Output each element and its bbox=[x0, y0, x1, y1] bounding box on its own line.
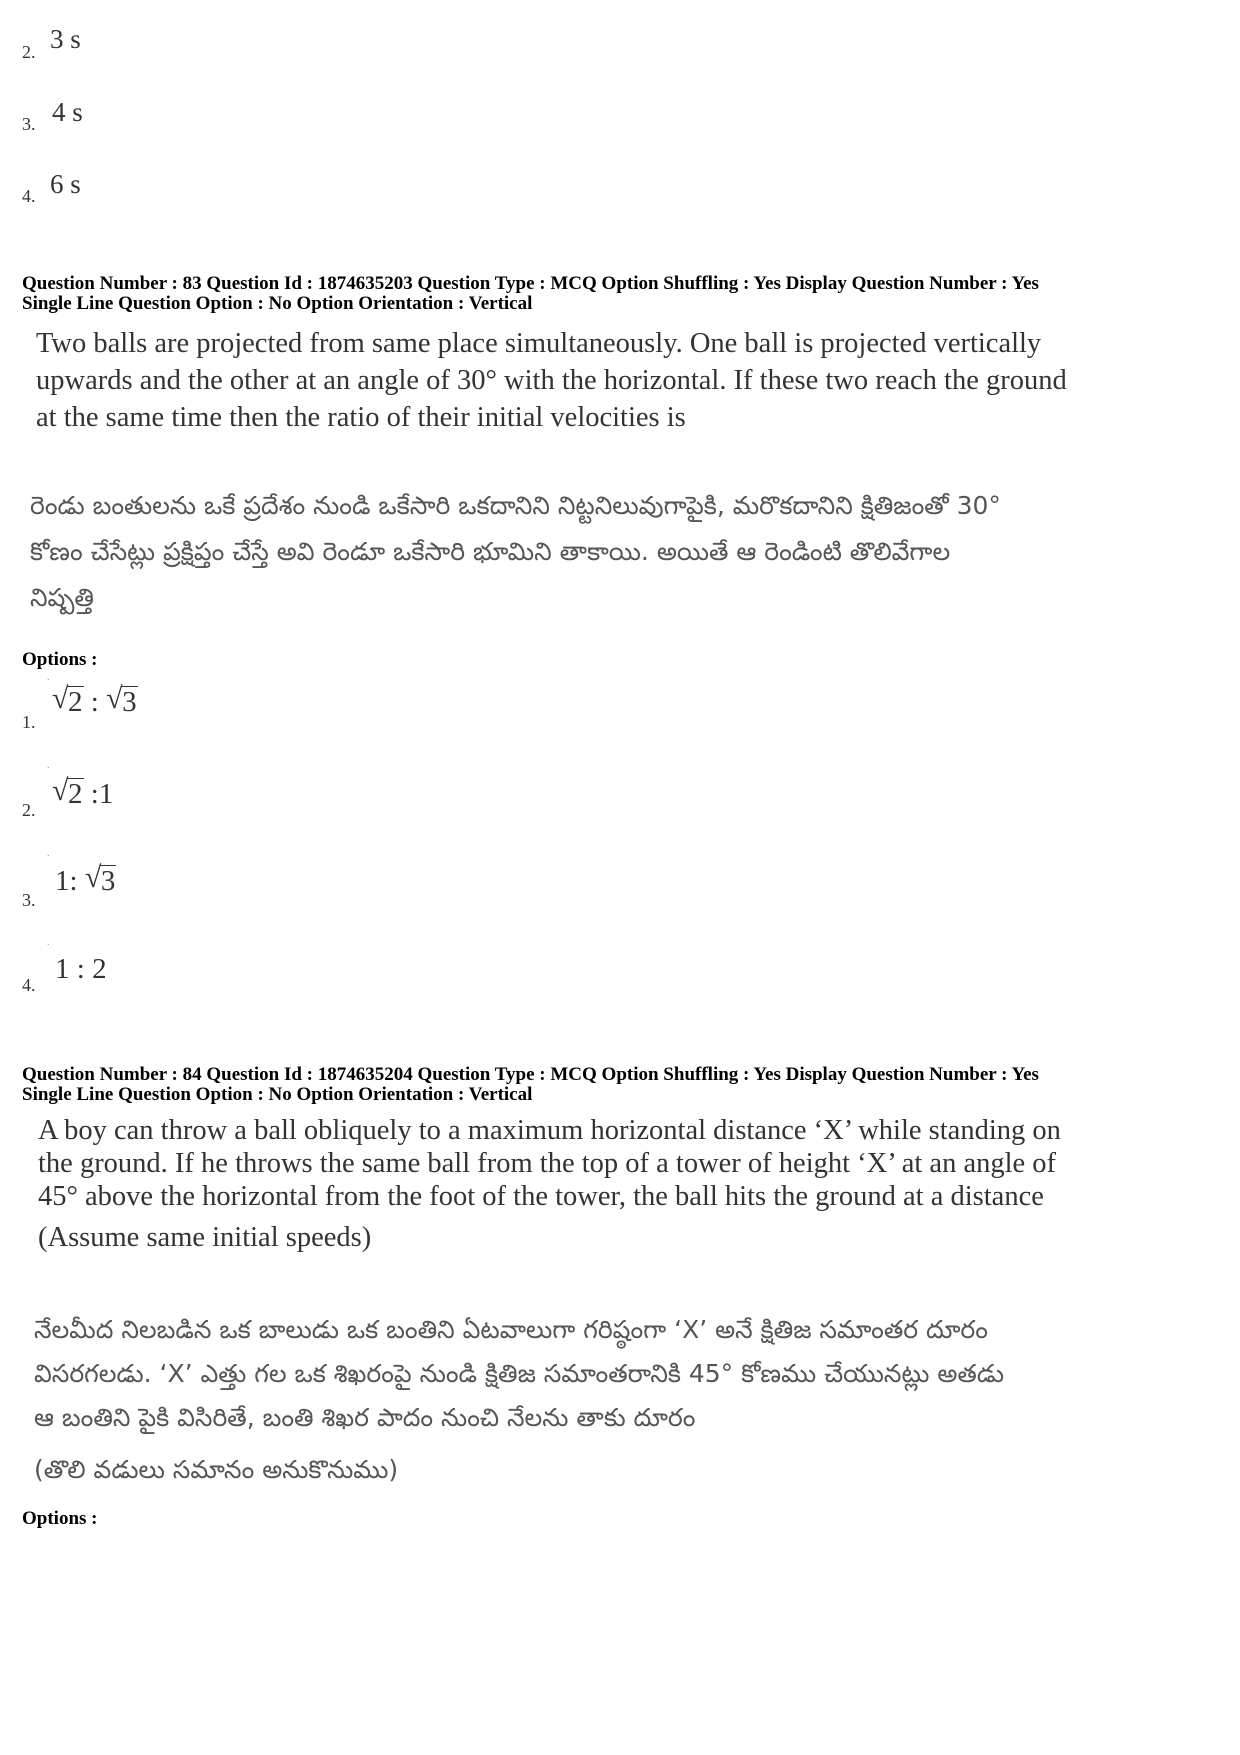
q83-telugu-text bbox=[30, 483, 1001, 621]
q83-meta-line-1: Question Number : 83 Question Id : 1874635203 Question Type : MCQ Option Shuffling : Yes Display Question Number : Yes bbox=[22, 273, 1039, 294]
q84-meta-line-1: Question Number : 84 Question Id : 1874635204 Question Type : MCQ Option Shuffling : Yes Display Question Number : Yes bbox=[22, 1064, 1039, 1085]
q83-option-2-number: 2. bbox=[22, 800, 36, 820]
q84-telugu-line: (తొలి వడులు సమానం అనుకొనుము) bbox=[34, 1455, 399, 1484]
q83-option-3-value: 1: √ 3 bbox=[55, 861, 116, 897]
q84-english-line: the ground. If he throws the same ball from the top of a tower of height ‘X’ at an angle of bbox=[38, 1148, 1057, 1179]
q83-option-4-value: 1 : 2 bbox=[55, 953, 107, 985]
option-marker-dot: . bbox=[47, 848, 50, 859]
prev-option-2-value: 3 s bbox=[50, 24, 81, 54]
q83-english-line: Two balls are projected from same place simultaneously. One ball is projected vertically bbox=[36, 328, 1042, 359]
q83-option-4-number: 4. bbox=[22, 975, 36, 995]
q83-option-1-number: 1. bbox=[22, 712, 36, 732]
q83-telugu-line: కోణం చేసేట్లు ప్రక్షిప్తం చేస్తే అవి రెండూ ఒకేసారి భూమిని తాకాయి. అయితే ఆ రెండింటి తొలివేగాల bbox=[30, 537, 951, 566]
option-marker-dot: . bbox=[47, 760, 50, 771]
q83-english-line: at the same time then the ratio of their initial velocities is bbox=[36, 402, 686, 433]
q83-telugu-line: రెండు బంతులను ఒకే ప్రదేశం నుండి ఒకేసారి ఒకదానిని నిట్టనిలువుగాపైకి, మరొకదానిని క్షితిజంతో 30° bbox=[30, 491, 1001, 520]
option-marker-dot: . bbox=[47, 937, 50, 948]
q83-english-line: upwards and the other at an angle of 30° with the horizontal. If these two reach the ground bbox=[36, 365, 1067, 396]
prev-option-4-number: 4. bbox=[22, 186, 36, 206]
q83-options-label: Options : bbox=[22, 649, 98, 670]
q83-meta-line-2: Single Line Question Option : No Option Orientation : Vertical bbox=[22, 293, 533, 314]
q83-option-3-number: 3. bbox=[22, 890, 36, 910]
prev-option-3-value: 4 s bbox=[52, 97, 83, 127]
prev-option-2-number: 2. bbox=[22, 42, 36, 62]
q84-telugu-text bbox=[34, 1308, 1004, 1492]
q84-telugu-line: ఆ బంతిని పైకి విసిరితే, బంతి శిఖర పాదం నుంచి నేలను తాకు దూరం bbox=[34, 1403, 696, 1432]
q84-telugu-line: నేలమీద నిలబడిన ఒక బాలుడు ఒక బంతిని ఏటవాలుగా గరిష్ఠంగా ‘X’ అనే క్షితిజ సమాంతర దూరం bbox=[34, 1315, 988, 1344]
q84-english-text bbox=[38, 1114, 1061, 1254]
q84-english-line: 45° above the horizontal from the foot of the tower, the ball hits the ground at a distance bbox=[38, 1181, 1044, 1212]
q83-telugu-line: నిష్పత్తి bbox=[30, 583, 94, 612]
q84-options-label: Options : bbox=[22, 1508, 98, 1529]
option-marker-dot: . bbox=[47, 672, 50, 683]
q83-option-1-value: √ 2 : √ 3 bbox=[52, 682, 137, 718]
q84-telugu-line: విసరగలడు. ‘X’ ఎత్తు గల ఒక శిఖరంపై నుండి క్షితిజ సమాంతరానికి 45° కోణము చేయునట్లు అతడు bbox=[34, 1359, 1004, 1388]
q84-english-line: A boy can throw a ball obliquely to a maximum horizontal distance ‘X’ while standing on bbox=[38, 1115, 1061, 1146]
q83-option-2-value: √ 2 :1 bbox=[52, 774, 114, 810]
prev-option-3-number: 3. bbox=[22, 114, 36, 134]
q83-english-text bbox=[36, 325, 1067, 436]
q84-meta-line-2: Single Line Question Option : No Option Orientation : Vertical bbox=[22, 1084, 533, 1105]
prev-option-4-value: 6 s bbox=[50, 169, 81, 199]
q84-english-line: (Assume same initial speeds) bbox=[38, 1222, 372, 1253]
